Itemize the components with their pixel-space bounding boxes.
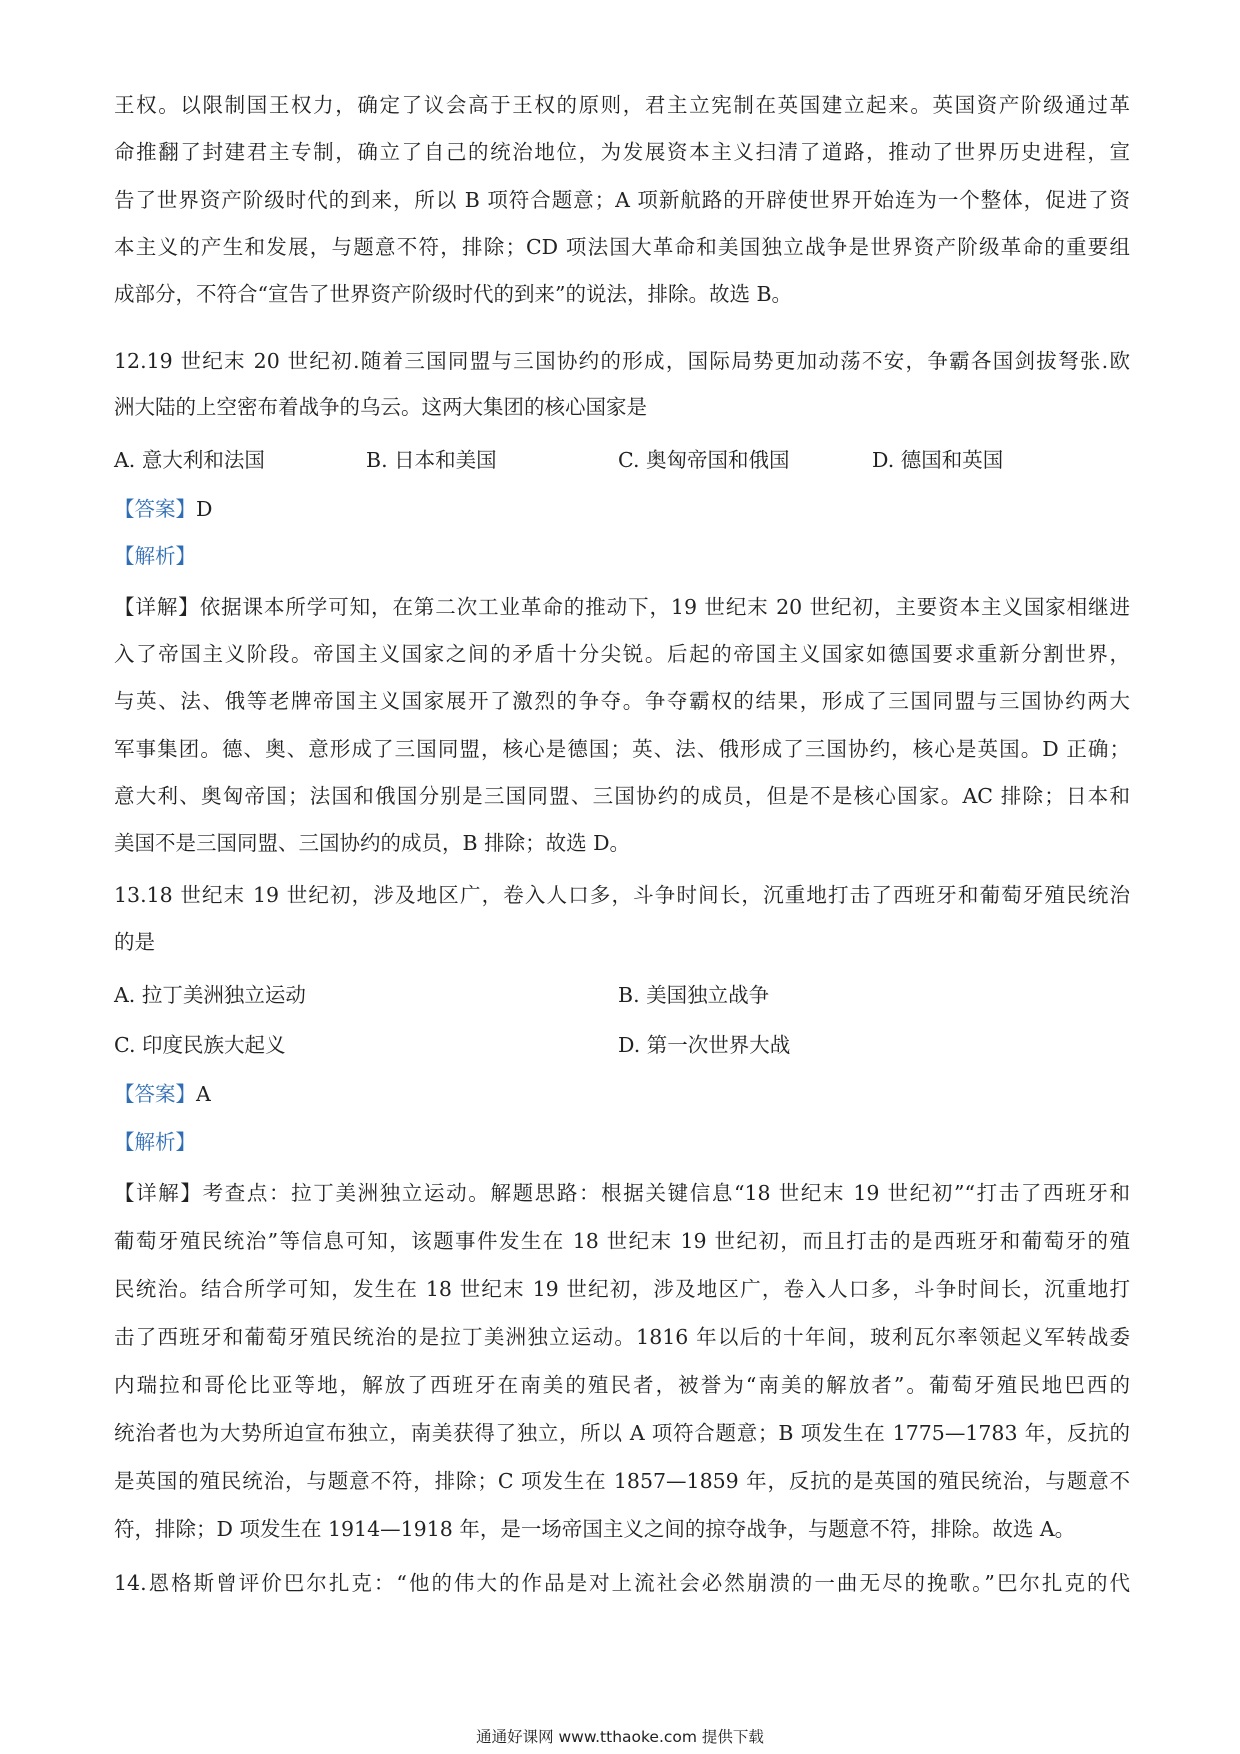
detail-tag: 【详解】 xyxy=(114,1181,203,1205)
q12-option-a: A. 意大利和法国 xyxy=(114,448,265,472)
detail-tag: 【详解】 xyxy=(114,595,200,619)
text-line: 入了帝国主义阶段。帝国主义国家之间的矛盾十分尖锐。后起的帝国主义国家如德国要求重新分割世界， xyxy=(114,642,1130,666)
answer-value: D xyxy=(196,497,213,521)
question-13-text: 13.18 世纪末 19 世纪初，涉及地区广，卷入人口多，斗争时间长，沉重地打击了西班牙和葡萄牙殖民统治 xyxy=(114,883,1130,907)
text-line: 葡萄牙殖民统治”等信息可知，该题事件发生在 18 世纪末 19 世纪初，而且打击的是西班牙和葡萄牙的殖 xyxy=(114,1229,1130,1253)
text-line: 内瑞拉和哥伦比亚等地，解放了西班牙在南美的殖民者，被誉为“南美的解放者”。葡萄牙殖民地巴西的 xyxy=(114,1373,1130,1397)
text-line: 本主义的产生和发展，与题意不符，排除；CD 项法国大革命和美国独立战争是世界资产阶级革命的重要组 xyxy=(114,235,1130,259)
text-line: 民统治。结合所学可知，发生在 18 世纪末 19 世纪初，涉及地区广，卷入人口多，斗争时间长，沉重地打 xyxy=(114,1277,1130,1301)
q13-option-c: C. 印度民族大起义 xyxy=(114,1033,286,1057)
text-line: 与英、法、俄等老牌帝国主义国家展开了激烈的争夺。争夺霸权的结果，形成了三国同盟与三国协约两大 xyxy=(114,689,1130,713)
text-line: 王权。以限制国王权力，确定了议会高于王权的原则，君主立宪制在英国建立起来。英国资产阶级通过革 xyxy=(114,93,1130,117)
q12-option-b: B. 日本和美国 xyxy=(366,448,497,472)
q13-option-d: D. 第一次世界大战 xyxy=(618,1033,791,1057)
text-line: 成部分，不符合“宣告了世界资产阶级时代的到来”的说法，排除。故选 B。 xyxy=(114,282,793,306)
q13-answer xyxy=(114,1079,1130,1109)
q12-answer xyxy=(114,494,1130,524)
analysis-tag: 【解析】 xyxy=(114,1130,196,1154)
q12-option-c: C. 奥匈帝国和俄国 xyxy=(618,448,790,472)
detail-text: 考查点：拉丁美洲独立运动。解题思路：根据关键信息“18 世纪末 19 世纪初”“打击了西班牙和 xyxy=(202,1181,1130,1205)
q12-detail-line xyxy=(114,592,1130,622)
q12-analysis-heading xyxy=(114,541,1130,571)
answer-tag: 【答案】 xyxy=(114,1082,196,1106)
question-13-text: 的是 xyxy=(114,930,155,954)
text-line: 统治者也为大势所迫宣布独立，南美获得了独立，所以 A 项符合题意；B 项发生在 1775—1783 年，反抗的 xyxy=(114,1421,1130,1445)
question-12-text: 洲大陆的上空密布着战争的乌云。这两大集团的核心国家是 xyxy=(114,395,647,419)
analysis-tag: 【解析】 xyxy=(114,544,196,568)
detail-text: 依据课本所学可知，在第二次工业革命的推动下，19 世纪末 20 世纪初，主要资本主义国家相继进 xyxy=(199,595,1130,619)
q13-detail-line xyxy=(114,1178,1130,1208)
question-12-text: 12.19 世纪末 20 世纪初.随着三国同盟与三国协约的形成，国际局势更加动荡不安，争霸各国剑拔弩张.欧 xyxy=(114,349,1130,373)
text-line: 告了世界资产阶级时代的到来，所以 B 项符合题意；A 项新航路的开辟使世界开始连为一个整体，促进了资 xyxy=(114,188,1130,212)
text-line: 命推翻了封建君主专制，确立了自己的统治地位，为发展资本主义扫清了道路，推动了世界历史进程，宣 xyxy=(114,140,1130,164)
answer-tag: 【答案】 xyxy=(114,497,196,521)
question-14-text: 14.恩格斯曾评价巴尔扎克：“他的伟大的作品是对上流社会必然崩溃的一曲无尽的挽歌。”巴尔扎克的代 xyxy=(114,1571,1130,1595)
text-line: 符，排除；D 项发生在 1914—1918 年，是一场帝国主义之间的掠夺战争，与题意不符，排除。故选 A。 xyxy=(114,1517,1076,1541)
q13-option-b: B. 美国独立战争 xyxy=(618,983,770,1007)
text-line: 击了西班牙和葡萄牙殖民统治的是拉丁美洲独立运动。1816 年以后的十年间，玻利瓦尔率领起义军转战委 xyxy=(114,1325,1130,1349)
text-line: 美国不是三国同盟、三国协约的成员，B 排除；故选 D。 xyxy=(114,831,631,855)
text-line: 军事集团。德、奥、意形成了三国同盟，核心是德国；英、法、俄形成了三国协约，核心是英国。D 正确； xyxy=(114,737,1130,761)
q13-analysis-heading xyxy=(114,1127,1130,1157)
answer-value: A xyxy=(196,1082,211,1106)
q12-option-d: D. 德国和英国 xyxy=(872,448,1004,472)
q13-option-a: A. 拉丁美洲独立运动 xyxy=(114,983,306,1007)
text-line: 是英国的殖民统治，与题意不符，排除；C 项发生在 1857—1859 年，反抗的是英国的殖民统治，与题意不 xyxy=(114,1469,1130,1493)
page-footer: 通通好课网 www.tthaoke.com 提供下载 xyxy=(476,1728,764,1746)
text-line: 意大利、奥匈帝国；法国和俄国分别是三国同盟、三国协约的成员，但是不是核心国家。AC 排除；日本和 xyxy=(114,784,1130,808)
